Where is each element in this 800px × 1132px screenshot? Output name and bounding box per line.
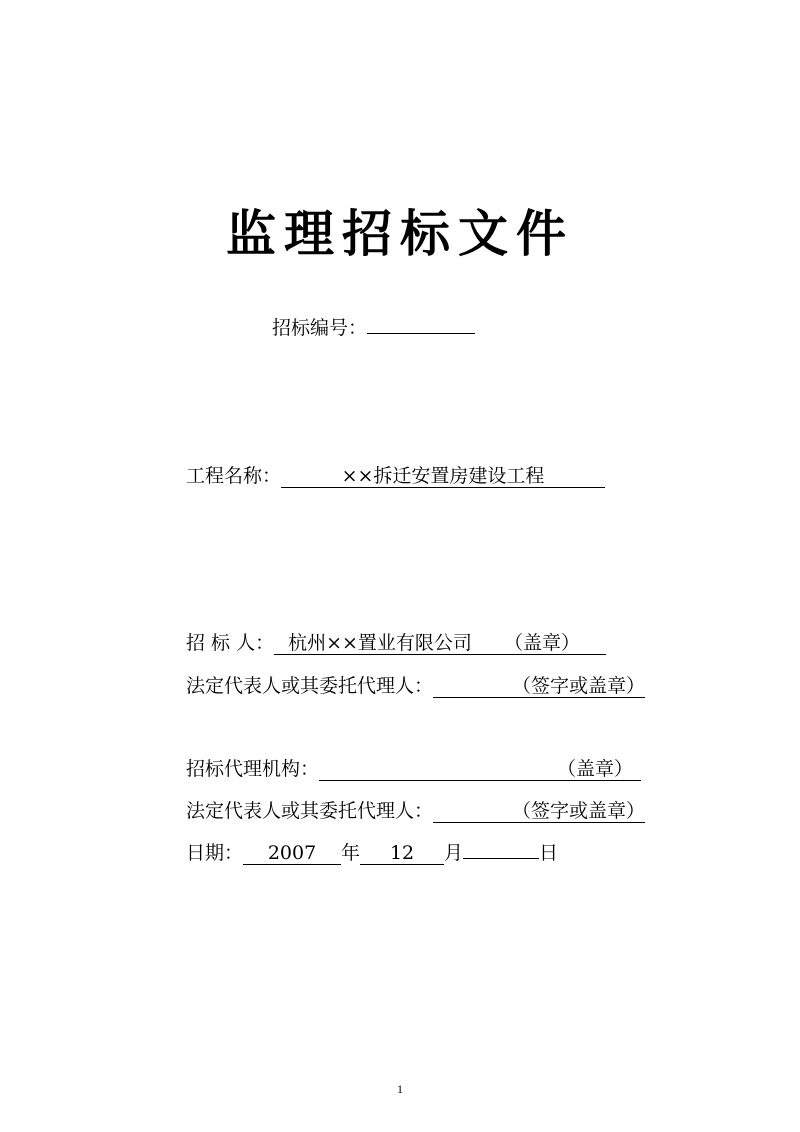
date-label: 日期： — [186, 842, 244, 864]
date-year-unit: 年 — [341, 842, 361, 864]
agency-representative-label: 法定代表人或其委托代理人： — [186, 800, 434, 822]
agency-representative-field[interactable] — [433, 800, 645, 823]
date-row — [186, 841, 558, 865]
agency-representative-row — [186, 799, 645, 823]
agency-stamp-note: （盖章） — [557, 758, 634, 780]
agency-row — [186, 757, 641, 781]
tenderer-label: 招 标 人： — [186, 632, 275, 654]
tenderer-field[interactable] — [274, 632, 606, 655]
date-month-unit: 月 — [444, 842, 464, 864]
agency-label: 招标代理机构： — [186, 758, 320, 780]
date-day-field[interactable] — [463, 858, 539, 859]
agency-representative-note: （签字或盖章） — [512, 800, 646, 822]
date-day-unit: 日 — [539, 842, 559, 864]
date-year-field[interactable]: 2007 — [243, 842, 341, 865]
project-name-label: 工程名称： — [186, 465, 282, 487]
tenderer-stamp-note: （盖章） — [503, 632, 580, 654]
date-month-field[interactable]: 12 — [360, 842, 444, 865]
project-name-field[interactable]: ××拆迁安置房建设工程 — [281, 465, 605, 488]
project-name-row — [186, 464, 605, 488]
tenderer-representative-label: 法定代表人或其委托代理人： — [186, 675, 434, 697]
bid-number-label: 招标编号： — [272, 317, 368, 339]
agency-field[interactable] — [319, 758, 641, 781]
tenderer-representative-row — [186, 674, 645, 698]
bid-number-row — [272, 316, 475, 340]
tenderer-representative-note: （签字或盖章） — [512, 675, 646, 697]
tenderer-row — [186, 631, 606, 655]
tenderer-value: 杭州××置业有限公司 — [288, 632, 472, 654]
bid-number-field[interactable] — [367, 333, 475, 334]
tenderer-representative-field[interactable] — [433, 675, 645, 698]
page-number: 1 — [397, 1082, 403, 1096]
document-title: 监理招标文件 — [226, 205, 574, 263]
